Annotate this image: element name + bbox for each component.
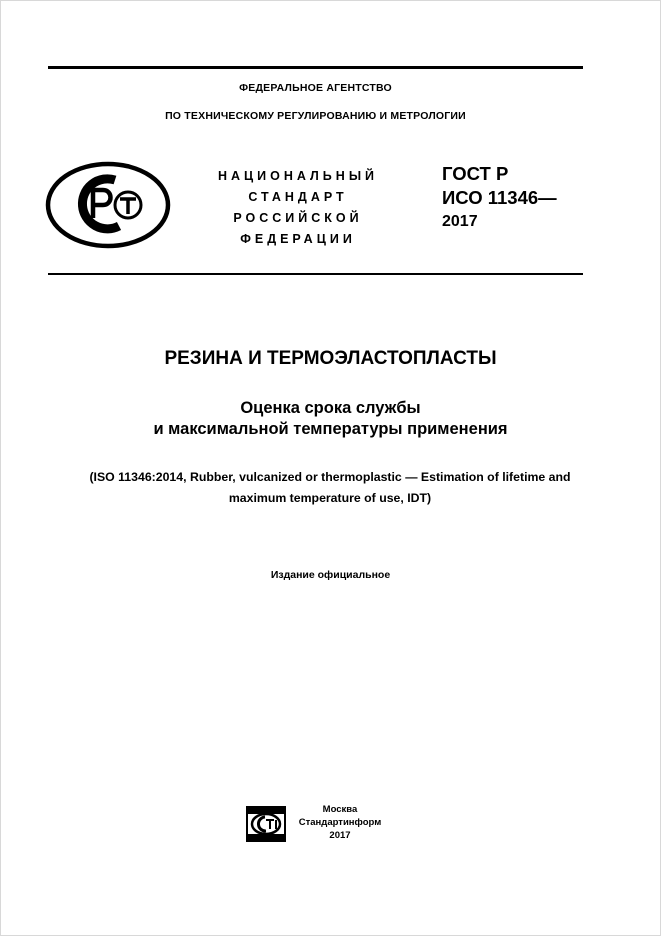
national-standard-label [198,166,398,250]
national-standard-line: НАЦИОНАЛЬНЫЙ [217,169,379,183]
middle-rule [48,273,583,275]
document-title: РЕЗИНА И ТЕРМОЭЛАСТОПЛАСТЫ [164,348,497,369]
imprint-year: 2017 [329,830,351,841]
iso-reference [30,467,630,509]
iso-reference-line: (ISO 11346:2014, Rubber, vulcanized or thermoplastic — Estimation of lifetime and [89,470,571,484]
national-standard-line: СТАНДАРТ [248,190,348,204]
standartinform-logo-icon [246,806,286,842]
designation-line: ИСО 11346— [442,187,557,208]
subtitle-line: Оценка срока службы [240,399,421,417]
imprint-publisher: Стандартинформ [298,817,382,828]
agency-line-2: ПО ТЕХНИЧЕСКОМУ РЕГУЛИРОВАНИЮ И МЕТРОЛОГИИ [165,110,466,122]
gost-r-logo-icon [45,160,171,250]
agency-line-1: ФЕДЕРАЛЬНОЕ АГЕНТСТВО [239,82,392,94]
publisher-imprint [290,803,390,842]
edition-label: Издание официальное [270,569,391,581]
imprint-city: Москва [322,804,358,815]
national-standard-line: ФЕДЕРАЦИИ [240,232,356,246]
designation-line: ГОСТ Р [442,163,509,184]
iso-reference-line: maximum temperature of use, IDT) [228,491,432,505]
designation-year: 2017 [442,213,478,230]
standard-designation [442,162,557,234]
document-subtitle [48,398,613,440]
national-standard-line: РОССИЙСКОЙ [233,211,363,225]
subtitle-line: и максимальной температуры применения [153,420,508,438]
top-rule [48,66,583,69]
